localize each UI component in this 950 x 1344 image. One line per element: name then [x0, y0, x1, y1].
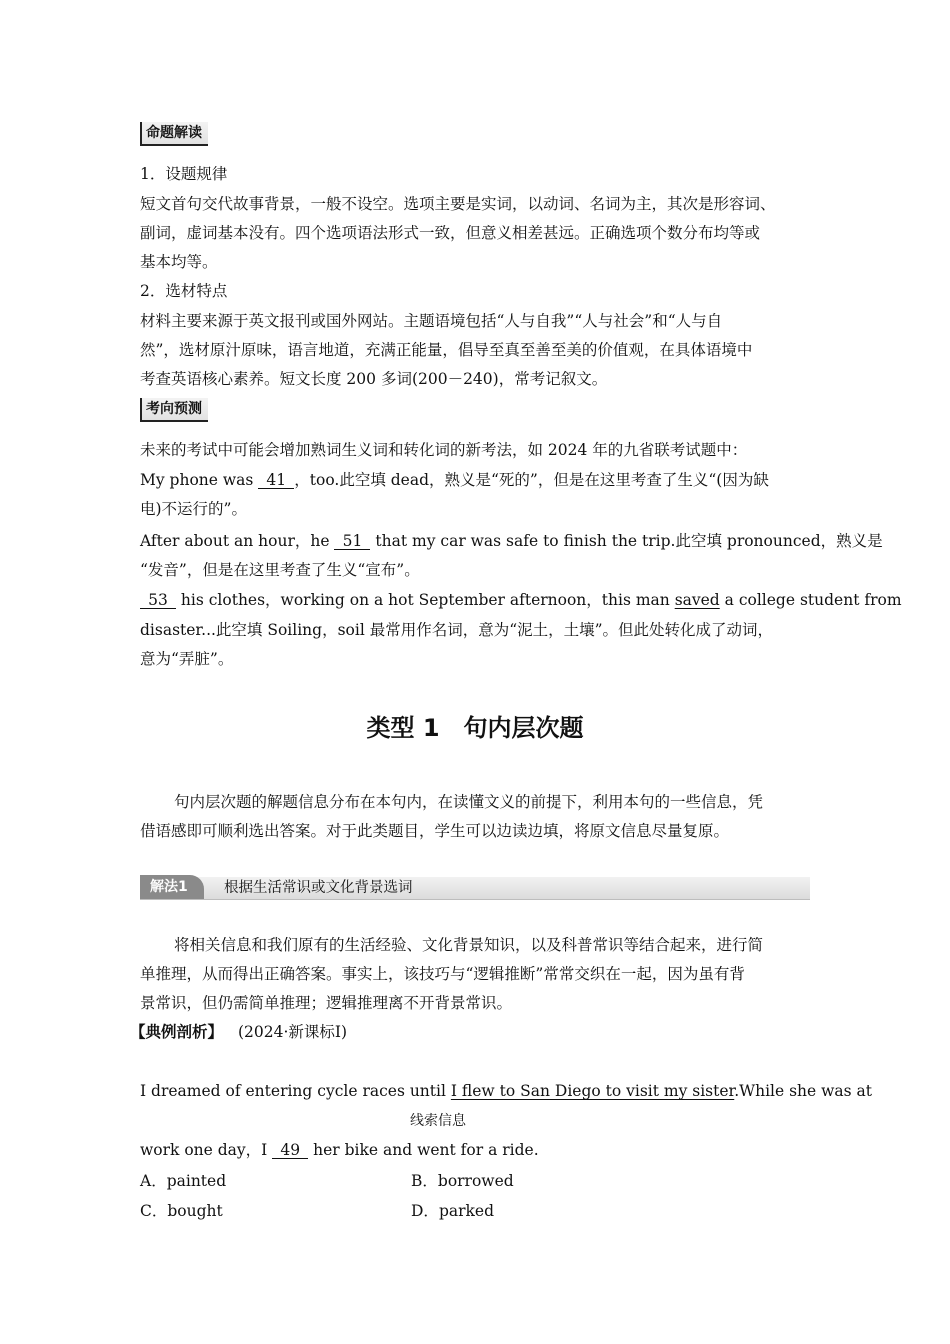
section-tag-analysis: 命题解读 [140, 122, 208, 146]
method-header [140, 872, 810, 900]
option-b [411, 1171, 671, 1191]
option-a [140, 1171, 400, 1191]
example-source: (2024·新课标Ⅰ) [237, 1023, 348, 1041]
option-d [411, 1201, 671, 1221]
example-heading [130, 1022, 810, 1042]
option-letter: C． [140, 1202, 168, 1220]
example-sentence-line1 [140, 1081, 873, 1101]
analysis-item1-title: 1．设题规律 [140, 165, 228, 183]
answer-blank-49: 49 [272, 1142, 308, 1159]
option-text: borrowed [437, 1172, 514, 1190]
option-text: bought [167, 1202, 223, 1220]
example-text: ，too.此空填 dead，熟义是“死的”，但是在这里考查了生义“(因为缺 [294, 471, 769, 489]
analysis-item2-line1: 材料主要来源于英文报刊或国外网站。主题语境包括“人与自我”“人与社会”和“人与自 [140, 312, 723, 330]
method-title: 根据生活常识或文化背景选词 [224, 880, 413, 896]
example-sentence-line2 [140, 1140, 820, 1160]
analysis-item2-line3: 考查英语核心素养。短文长度 200 多词(200－240)，常考记叙文。 [140, 370, 608, 388]
forecast-example-41-cont: 电)不运行的”。 [140, 500, 247, 518]
forecast-example-53-cont2: 意为“弄脏”。 [140, 650, 234, 668]
analysis-item2-title: 2．选材特点 [140, 282, 228, 300]
answer-blank-41: 41 [258, 472, 294, 489]
example-text: .While she was at [734, 1082, 873, 1100]
analysis-item1-line1: 短文首句交代故事背景，一般不设空。选项主要是实词，以动词、名词为主，其次是形容词、 [140, 195, 776, 213]
example-label: 【典例剖析】 [130, 1022, 224, 1041]
forecast-example-53 [140, 590, 902, 610]
example-text: work one day，I [140, 1141, 273, 1159]
analysis-item2-line2: 然”，选材原汁原味，语言地道，充满正能量，倡导至真至善至美的价值观，在具体语境中 [140, 341, 753, 359]
type-title: 类型 1 句内层次题 [366, 714, 584, 742]
example-text: After about an hour，he [140, 532, 335, 550]
example-text: that my car was safe to finish the trip.此空填 pronounced，熟义是 [370, 532, 883, 550]
forecast-example-53-cont: disaster...此空填 Soiling，soil 最常用作名词，意为“泥土，土壤”。但此处转化成了动词， [140, 621, 774, 639]
option-letter: A． [140, 1172, 167, 1190]
type-desc-line2: 借语感即可顺利选出答案。对于此类题目，学生可以边读边填，将原文信息尽量复原。 [140, 822, 730, 840]
analysis-item1-line2: 副词，虚词基本没有。四个选项语法形式一致，但意义相差甚远。正确选项个数分布均等或 [140, 224, 761, 242]
forecast-intro: 未来的考试中可能会增加熟词生义词和转化词的新考法，如 2024 年的九省联考试题中： [140, 441, 748, 459]
example-text: her bike and went for a ride. [308, 1141, 539, 1159]
forecast-example-41 [140, 470, 820, 490]
option-text: painted [166, 1172, 227, 1190]
option-letter: B． [411, 1172, 438, 1190]
method-line3: 景常识，但仍需简单推理；逻辑推理离不开背景常识。 [140, 994, 513, 1012]
forecast-example-51 [140, 531, 883, 551]
answer-blank-51: 51 [334, 533, 370, 550]
section-tag-forecast: 考向预测 [140, 398, 208, 422]
example-text: My phone was [140, 471, 259, 489]
analysis-item1-line3: 基本均等。 [140, 253, 218, 271]
option-text: parked [438, 1202, 494, 1220]
example-text: I dreamed of entering cycle races until [140, 1082, 451, 1100]
method-line1: 将相关信息和我们原有的生活经验、文化背景知识，以及科普常识等结合起来，进行简 [174, 936, 764, 954]
example-text: a college student from [719, 591, 902, 609]
type-desc-line1: 句内层次题的解题信息分布在本句内，在读懂文义的前提下，利用本句的一些信息，凭 [174, 793, 764, 811]
clue-note: 线索信息 [410, 1113, 466, 1129]
option-letter: D． [411, 1202, 439, 1220]
forecast-example-51-cont: “发音”，但是在这里考查了生义“宣布”。 [140, 561, 420, 579]
clue-underlined-text: I flew to San Diego to visit my sister [450, 1082, 735, 1100]
option-c [140, 1201, 400, 1221]
method-badge: 解法1 [140, 875, 204, 899]
example-text: his clothes，working on a hot September afternoon，this man [176, 591, 675, 609]
answer-blank-53: 53 [140, 592, 176, 609]
method-line2: 单推理，从而得出正确答案。事实上，该技巧与“逻辑推断”常常交织在一起，因为虽有背 [140, 965, 745, 983]
underlined-word: saved [674, 591, 720, 609]
